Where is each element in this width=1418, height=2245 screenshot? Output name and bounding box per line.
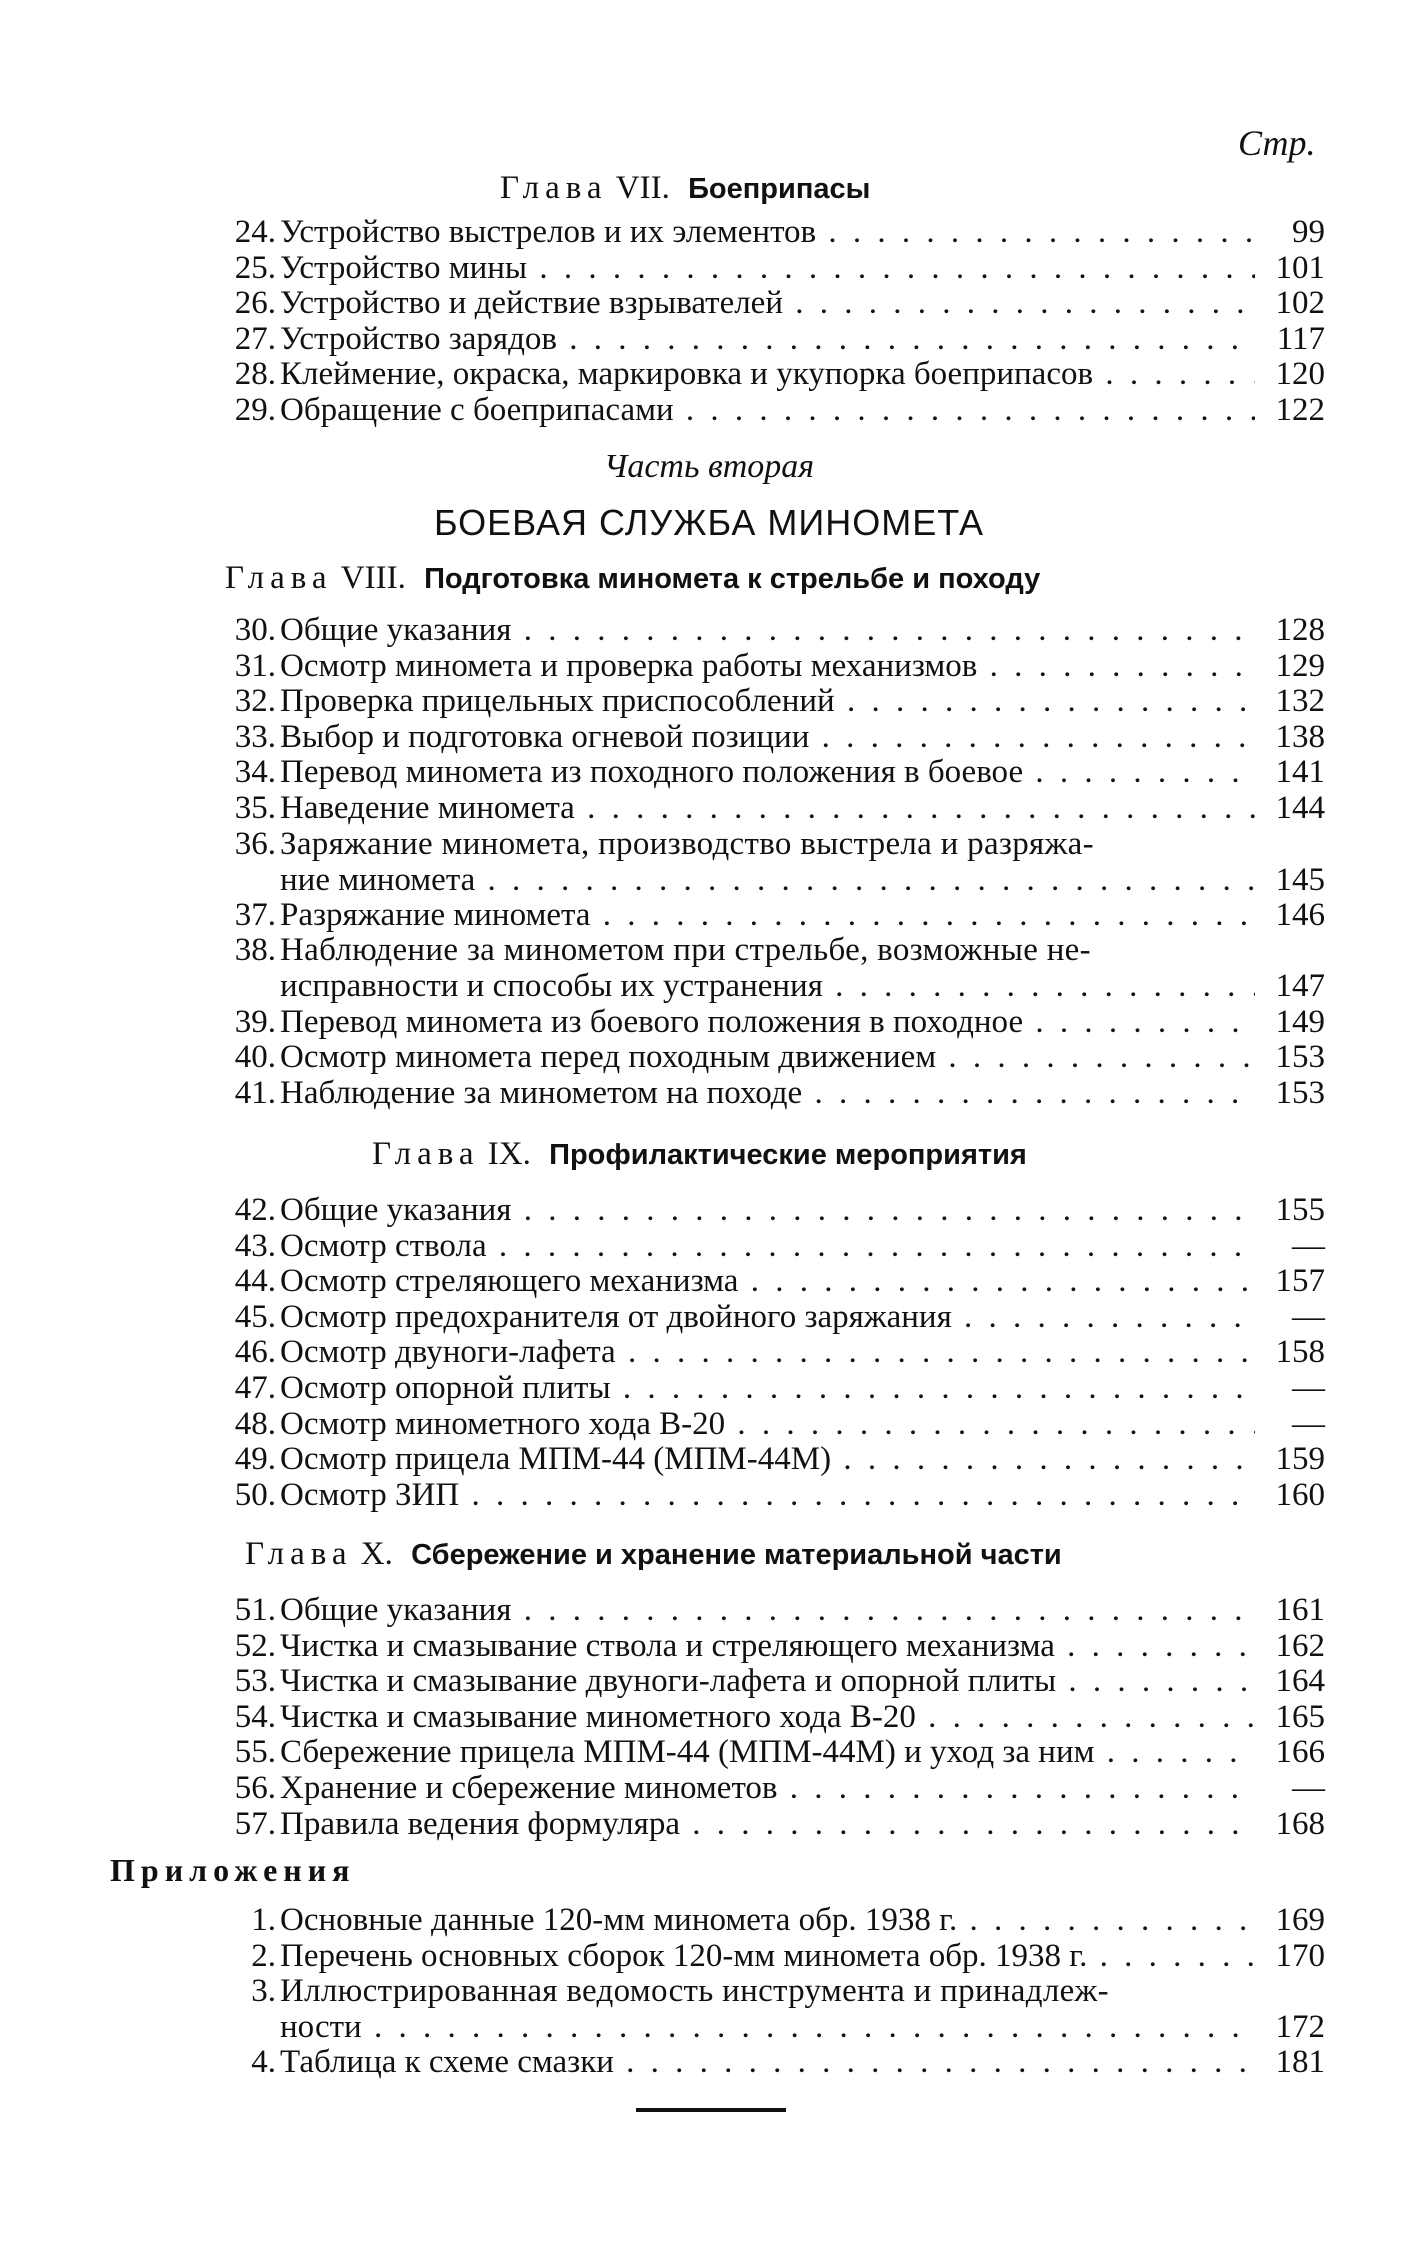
- toc-entry-title: [280, 1075, 1255, 1111]
- toc-entry-title: [280, 1039, 1255, 1075]
- toc-entry-number: 54.: [234, 1698, 276, 1735]
- toc-entry-title: [280, 754, 1255, 790]
- toc-entry-text: Иллюстрированная ведомость инструмента и принадлеж-: [280, 1973, 1109, 2010]
- toc-entry-number: 27.: [234, 320, 276, 357]
- toc-entry-number: 46.: [234, 1334, 276, 1371]
- toc-entry-number: 3.: [251, 1973, 276, 2010]
- toc-entry[interactable]: [210, 790, 1325, 826]
- toc-entry-page: 168: [1275, 1805, 1325, 1842]
- toc-entry-text: Осмотр миномета перед походным движением . . .: [280, 1039, 1255, 1075]
- toc-entry-page: 144: [1275, 790, 1325, 826]
- toc-entry-text: Обращение с боеприпасами . . .: [280, 392, 1255, 428]
- toc-entry-page: —: [1292, 1405, 1325, 1442]
- toc-entry-page: 102: [1275, 285, 1325, 322]
- toc-entry[interactable]: [210, 1192, 1325, 1228]
- toc-entry-page: 146: [1275, 896, 1325, 933]
- toc-entry-title: [280, 1406, 1255, 1442]
- toc-entry-text-continued: ние миномета . . .: [280, 862, 1255, 898]
- page-column-label: Стр.: [1238, 123, 1316, 163]
- toc-entry-title: [280, 321, 1255, 357]
- toc-entry-number: 55.: [234, 1734, 276, 1771]
- toc-entry[interactable]: [210, 826, 1325, 898]
- toc-entry-title: [280, 250, 1255, 286]
- toc-entry[interactable]: [210, 754, 1325, 790]
- chapter-title: Боеприпасы: [688, 173, 871, 205]
- chapter-word: Глава: [500, 170, 608, 206]
- toc-entry-title: [280, 1441, 1255, 1477]
- toc-entry-number: 42.: [234, 1192, 276, 1228]
- toc-entry-text: Устройство зарядов . . .: [280, 321, 1255, 357]
- chapter-number: X.: [360, 1536, 393, 1572]
- toc-entry-page: —: [1292, 1298, 1325, 1335]
- toc-entry-page: 160: [1275, 1476, 1325, 1513]
- toc-entry-number: 47.: [234, 1370, 276, 1406]
- toc-entry-number: 34.: [234, 754, 276, 791]
- toc-entry-title: [280, 1370, 1255, 1406]
- chapter-heading-9: [372, 1136, 1027, 1173]
- toc-entry-text: Проверка прицельных приспособлений . . .: [280, 683, 1255, 719]
- toc-entry-text: Чистка и смазывание ствола и стреляющего механизма . . .: [280, 1628, 1255, 1664]
- toc-entry[interactable]: [210, 1663, 1325, 1699]
- toc-entry-number: 4.: [251, 2044, 276, 2081]
- toc-entry-title: [280, 1699, 1255, 1735]
- chapter-title: Сбережение и хранение материальной части: [411, 1539, 1062, 1571]
- chapter-number: VII.: [615, 170, 670, 206]
- toc-entry-number: 2.: [251, 1937, 276, 1974]
- toc-entry-page: 120: [1275, 356, 1325, 393]
- toc-entry-title: [280, 2044, 1255, 2080]
- toc-entry[interactable]: [210, 1334, 1325, 1370]
- toc-entry-text: Осмотр предохранителя от двойного заряжания . . .: [280, 1299, 1255, 1335]
- toc-entry-page: 172: [1275, 2009, 1325, 2046]
- toc-entry-title: [280, 1770, 1255, 1806]
- toc-entry-number: 52.: [234, 1627, 276, 1664]
- toc-entry[interactable]: [210, 1734, 1325, 1770]
- toc-entry-title: [280, 1299, 1255, 1335]
- toc-entry-number: 43.: [234, 1227, 276, 1264]
- chapter-number: VIII.: [340, 560, 406, 596]
- toc-entry-title: [280, 392, 1255, 428]
- toc-entry-page: 153: [1275, 1039, 1325, 1076]
- toc-entry-text: Устройство выстрелов и их элементов . . .: [280, 214, 1255, 250]
- toc-entry[interactable]: [210, 285, 1325, 321]
- toc-entry-page: —: [1292, 1227, 1325, 1264]
- toc-entry-page: 128: [1275, 612, 1325, 648]
- toc-entry-title: [280, 1592, 1255, 1628]
- toc-entry-page: 169: [1275, 1902, 1325, 1938]
- toc-entry-title: [280, 1663, 1255, 1699]
- chapter-heading-10: [245, 1536, 1062, 1573]
- toc-entry-number: 24.: [234, 214, 276, 250]
- toc-entry[interactable]: [210, 1075, 1325, 1111]
- toc-entry-title: [280, 1628, 1255, 1664]
- toc-entry-number: 53.: [234, 1663, 276, 1700]
- toc-entry-title: [280, 1902, 1255, 1938]
- toc-entry-number: 25.: [234, 249, 276, 286]
- toc-entry[interactable]: [210, 1902, 1325, 1938]
- toc-entry-number: 39.: [234, 1003, 276, 1040]
- toc-entry[interactable]: [210, 392, 1325, 428]
- toc-entry-page: —: [1292, 1370, 1325, 1406]
- toc-entry-title: [280, 790, 1255, 826]
- toc-entry-text-continued: ности . . .: [280, 2009, 1255, 2045]
- toc-entry-title: [280, 1938, 1255, 1974]
- toc-entry-page: 117: [1276, 320, 1325, 357]
- toc-entry-text: Осмотр миномета и проверка работы механизмов . . .: [280, 648, 1255, 684]
- toc-entry[interactable]: [210, 1938, 1325, 1974]
- toc-entry-text: Правила ведения формуляра . . .: [280, 1806, 1255, 1842]
- toc-entry-number: 36.: [234, 825, 276, 862]
- toc-entry-title: [280, 1477, 1255, 1513]
- toc-entry[interactable]: [210, 1592, 1325, 1628]
- toc-entry-page: 181: [1275, 2044, 1325, 2081]
- toc-entry-page: 122: [1275, 392, 1325, 428]
- toc-entry-text: Осмотр прицела МПМ-44 (МПМ-44М) . . .: [280, 1441, 1255, 1477]
- toc-entry-number: 29.: [234, 392, 276, 428]
- end-rule: [636, 2108, 786, 2112]
- toc-entry-text: Выбор и подготовка огневой позиции . . .: [280, 719, 1255, 755]
- toc-entry-title: [280, 1973, 1255, 2045]
- toc-entry[interactable]: [210, 1299, 1325, 1335]
- toc-entry-text: Осмотр опорной плиты . . .: [280, 1370, 1255, 1406]
- toc-entry-number: 31.: [234, 647, 276, 684]
- toc-entry-page: 159: [1275, 1441, 1325, 1478]
- toc-entry-page: 138: [1275, 718, 1325, 755]
- toc-entry[interactable]: [210, 1039, 1325, 1075]
- toc-entry-page: 149: [1275, 1003, 1325, 1040]
- toc-entry-title: [280, 1806, 1255, 1842]
- toc-entry-text: Осмотр минометного хода В-20 . . .: [280, 1406, 1255, 1442]
- toc-entry-number: 30.: [234, 612, 276, 648]
- toc-entry-title: [280, 1192, 1255, 1228]
- toc-entry-page: 129: [1275, 647, 1325, 684]
- toc-entry-page: 132: [1275, 683, 1325, 720]
- toc-entry-text: Заряжание миномета, производство выстрела и разряжа-: [280, 825, 1094, 862]
- toc-entry-title: [280, 214, 1255, 250]
- toc-entry-title: [280, 1004, 1255, 1040]
- toc-entry-number: 44.: [234, 1263, 276, 1300]
- toc-entry[interactable]: [210, 1628, 1325, 1664]
- toc-entry-text: Наведение миномета . . .: [280, 790, 1255, 826]
- toc-entry[interactable]: [210, 1699, 1325, 1735]
- part-title: БОЕВАЯ СЛУЖБА МИНОМЕТА: [433, 502, 985, 543]
- chapter-word: Глава: [372, 1136, 480, 1172]
- toc-entry-page: 166: [1275, 1734, 1325, 1771]
- toc-entry-title: [280, 1263, 1255, 1299]
- toc-entry-text: Осмотр двуноги-лафета . . .: [280, 1334, 1255, 1370]
- toc-entry[interactable]: [210, 1770, 1325, 1806]
- toc-entry-page: 141: [1275, 754, 1325, 791]
- toc-entry-number: 38.: [234, 932, 276, 969]
- toc-entry-text: Перечень основных сборок 120-мм миномета обр. 1938 г. . . .: [280, 1938, 1255, 1974]
- toc-entry-text: Наблюдение за минометом на походе . . .: [280, 1075, 1255, 1111]
- toc-entry-page: 99: [1292, 214, 1325, 250]
- toc-entry-number: 57.: [234, 1805, 276, 1842]
- toc-entry-text: Чистка и смазывание минометного хода В-20 . . .: [280, 1699, 1255, 1735]
- toc-entry[interactable]: [210, 932, 1325, 1004]
- toc-entry-text: Осмотр стреляющего механизма . . .: [280, 1263, 1255, 1299]
- toc-entry[interactable]: [210, 356, 1325, 392]
- toc-entry-title: [280, 285, 1255, 321]
- toc-entry-title: [280, 648, 1255, 684]
- toc-entry[interactable]: [210, 214, 1325, 250]
- toc-entry-number: 32.: [234, 683, 276, 720]
- chapter-title: Подготовка миномета к стрельбе и походу: [424, 563, 1041, 595]
- toc-entry-title: [280, 612, 1255, 648]
- toc-entry-number: 37.: [234, 896, 276, 933]
- toc-entry-number: 33.: [234, 718, 276, 755]
- toc-entry[interactable]: [210, 2044, 1325, 2080]
- toc-entry[interactable]: [210, 719, 1325, 755]
- toc-entry[interactable]: [210, 1370, 1325, 1406]
- toc-entry[interactable]: [210, 1973, 1325, 2045]
- toc-entry-text: Общие указания . . .: [280, 1592, 1255, 1628]
- toc-entry-text: Хранение и сбережение минометов . . .: [280, 1770, 1255, 1806]
- chapter-number: IX.: [487, 1136, 531, 1172]
- toc-entry[interactable]: [210, 250, 1325, 286]
- toc-entry-title: [280, 1334, 1255, 1370]
- toc-entry-text: Разряжание миномета . . .: [280, 897, 1255, 933]
- toc-entry[interactable]: [210, 1263, 1325, 1299]
- toc-entry-text: Сбережение прицела МПМ-44 (МПМ-44М) и уход за ним . . .: [280, 1734, 1255, 1770]
- toc-entry-number: 48.: [234, 1405, 276, 1442]
- toc-entry-page: 158: [1275, 1334, 1325, 1371]
- toc-entry-number: 1.: [251, 1902, 276, 1938]
- toc-entry-number: 51.: [234, 1592, 276, 1628]
- toc-entry-title: [280, 897, 1255, 933]
- toc-entry[interactable]: [210, 683, 1325, 719]
- toc-entry-page: 153: [1275, 1074, 1325, 1111]
- appendix-heading: Приложения: [110, 1852, 356, 1888]
- toc-entry-text: Чистка и смазывание двуноги-лафета и опорной плиты . . .: [280, 1663, 1255, 1699]
- toc-entry-page: 170: [1275, 1937, 1325, 1974]
- toc-entry-text: Устройство и действие взрывателей . . .: [280, 285, 1255, 321]
- toc-entry-page: 161: [1275, 1592, 1325, 1628]
- toc-entry-page: 147: [1275, 968, 1325, 1005]
- toc-entry-text: Устройство мины . . .: [280, 250, 1255, 286]
- toc-entry-title: [280, 1734, 1255, 1770]
- toc-entry-title: [280, 826, 1255, 898]
- toc-entry-text: Перевод миномета из походного положения в боевое . . .: [280, 754, 1255, 790]
- chapter-word: Глава: [225, 560, 333, 596]
- toc-entry-page: 164: [1275, 1663, 1325, 1700]
- toc-entry-text: Осмотр ЗИП . . .: [280, 1477, 1255, 1513]
- toc-entry-number: 45.: [234, 1298, 276, 1335]
- toc-entry[interactable]: [210, 1004, 1325, 1040]
- part-label: Часть вторая: [603, 448, 815, 485]
- toc-entry[interactable]: [210, 612, 1325, 648]
- toc-entry-text-continued: исправности и способы их устранения . . .: [280, 968, 1255, 1004]
- toc-entry-title: [280, 683, 1255, 719]
- toc-entry-title: [280, 932, 1255, 1004]
- toc-entry-number: 28.: [234, 356, 276, 393]
- toc-entry-page: 162: [1275, 1627, 1325, 1664]
- toc-entry-text: Осмотр ствола . . .: [280, 1228, 1255, 1264]
- toc-entry[interactable]: [210, 1477, 1325, 1513]
- toc-entry-text: Наблюдение за минометом при стрельбе, возможные не-: [280, 932, 1091, 969]
- toc-entry[interactable]: [210, 1441, 1325, 1477]
- toc-entry-number: 35.: [234, 790, 276, 826]
- chapter-word: Глава: [245, 1536, 353, 1572]
- toc-entry-page: 165: [1275, 1698, 1325, 1735]
- toc-entry[interactable]: [210, 1228, 1325, 1264]
- toc-entry[interactable]: [210, 321, 1325, 357]
- chapter-title: Профилактические мероприятия: [549, 1139, 1027, 1171]
- toc-entry-title: [280, 356, 1255, 392]
- toc-entry-text: Клеймение, окраска, маркировка и укупорка боеприпасов . . .: [280, 356, 1255, 392]
- toc-entry-text: Таблица к схеме смазки . . .: [280, 2044, 1255, 2080]
- toc-entry-title: [280, 1228, 1255, 1264]
- toc-entry-number: 41.: [234, 1074, 276, 1111]
- chapter-heading-7: [500, 170, 870, 207]
- toc-entry-page: 157: [1275, 1263, 1325, 1300]
- toc-entry-title: [280, 719, 1255, 755]
- chapter-heading-8: [225, 560, 1040, 597]
- toc-entry-text: Основные данные 120-мм миномета обр. 1938 г. . . .: [280, 1902, 1255, 1938]
- toc-entry-page: 101: [1275, 249, 1325, 286]
- toc-entry[interactable]: [210, 1806, 1325, 1842]
- toc-entry-page: 155: [1275, 1192, 1325, 1228]
- toc-entry-text: Общие указания . . .: [280, 1192, 1255, 1228]
- toc-entry-page: —: [1292, 1770, 1325, 1806]
- toc-entry-text: Перевод миномета из боевого положения в походное . . .: [280, 1004, 1255, 1040]
- toc-entry-page: 145: [1275, 861, 1325, 898]
- toc-entry-number: 56.: [234, 1770, 276, 1806]
- toc-entry[interactable]: [210, 1406, 1325, 1442]
- toc-entry-number: 50.: [234, 1476, 276, 1513]
- toc-entry-text: Общие указания . . .: [280, 612, 1255, 648]
- toc-entry-number: 40.: [234, 1039, 276, 1076]
- toc-entry-number: 49.: [234, 1441, 276, 1478]
- toc-entry[interactable]: [210, 648, 1325, 684]
- toc-entry-number: 26.: [234, 285, 276, 322]
- toc-entry[interactable]: [210, 897, 1325, 933]
